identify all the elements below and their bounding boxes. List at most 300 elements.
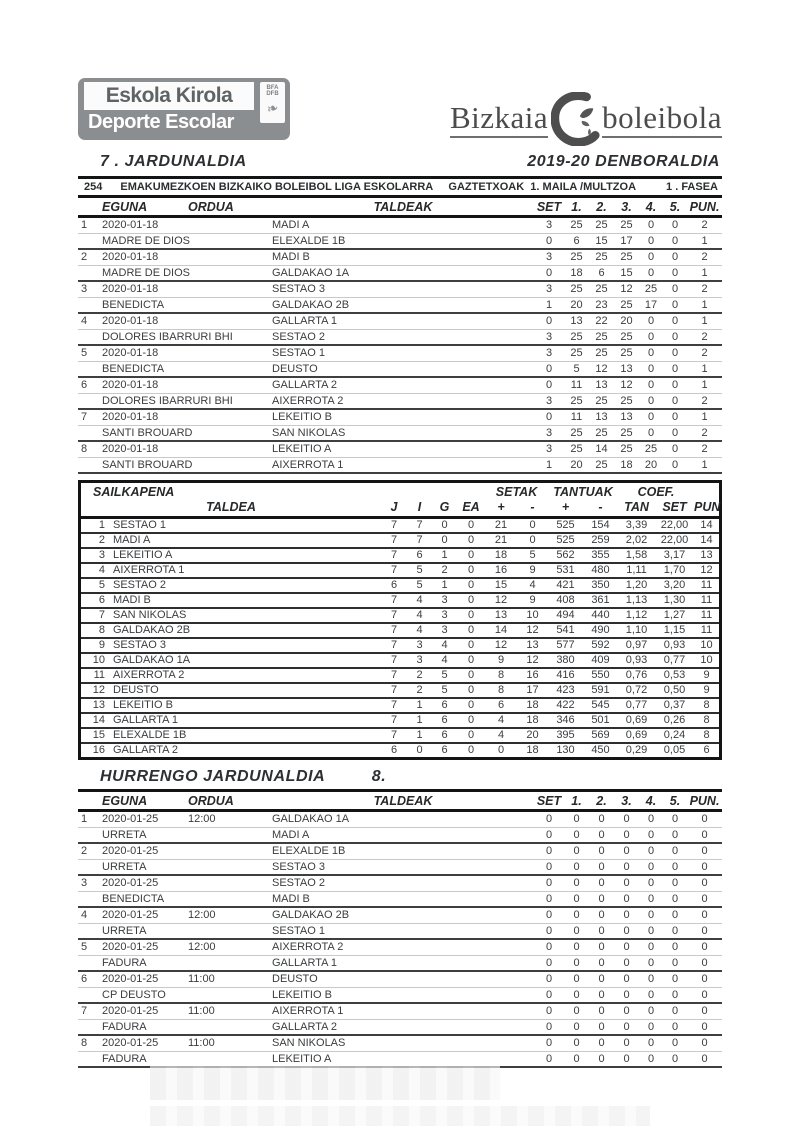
away-points: 0: [701, 1052, 708, 1065]
home-set-1: 0: [573, 941, 580, 953]
points-against: 409: [591, 654, 610, 666]
coef-tan: 1,13: [625, 594, 648, 606]
away-team: MADI B: [272, 892, 310, 905]
points-against: 361: [591, 594, 610, 606]
match-time: [188, 442, 272, 457]
home-points: 0: [701, 1005, 708, 1017]
home-points: 1: [701, 315, 708, 327]
standings-row: [81, 684, 719, 699]
away-set-1: 18: [570, 266, 583, 279]
losses: 3: [441, 594, 448, 606]
away-set-3: 15: [620, 266, 633, 279]
col-set3: 3.: [621, 200, 632, 214]
col-i: I: [417, 500, 422, 514]
wins: 4: [416, 609, 423, 621]
standings-row: [81, 579, 719, 594]
match-number-spacer: [78, 298, 102, 313]
away-sets-won: 0: [545, 828, 553, 841]
match-row: [78, 1036, 722, 1068]
home-set-2: 13: [595, 411, 608, 423]
home-set-2: 22: [595, 315, 608, 327]
away-points: 1: [701, 266, 708, 279]
away-sets-won: 0: [545, 234, 553, 247]
matches-played: 7: [390, 654, 398, 666]
away-set-3: 0: [623, 828, 630, 841]
match-number-spacer: [78, 828, 102, 843]
draws: 0: [467, 729, 475, 741]
away-set-5: 0: [671, 956, 679, 969]
away-team: GALDAKAO 2B: [272, 298, 350, 311]
rank: 12: [92, 684, 105, 696]
col-set: SET: [536, 200, 562, 214]
coef-set: 1,70: [663, 564, 686, 576]
draws: 0: [467, 534, 475, 546]
col-tantuak-plus: +: [561, 500, 570, 514]
coef-set: 0,24: [663, 729, 686, 741]
team-name: SESTAO 1: [113, 519, 166, 531]
home-set-3: 0: [623, 845, 630, 857]
match-venue: URRETA: [102, 860, 147, 873]
away-set-5: 0: [671, 234, 679, 247]
match-time: [188, 314, 272, 329]
col-set4: 4.: [645, 794, 657, 808]
wins: 4: [416, 594, 423, 606]
away-set-4: 0: [647, 956, 655, 969]
home-sets-won: 0: [545, 973, 553, 985]
away-points: 1: [701, 362, 708, 375]
coef-set: 1,15: [663, 624, 686, 636]
away-set-2: 0: [598, 1020, 605, 1033]
sets-against: 17: [526, 684, 539, 696]
away-sets-won: 0: [545, 266, 553, 279]
home-team: SESTAO 1: [272, 347, 325, 359]
coef-set: 3,17: [663, 549, 686, 561]
wins: 4: [416, 624, 423, 636]
points-against: 259: [591, 534, 610, 546]
away-set-1: 0: [573, 1020, 580, 1033]
match-home-line: [78, 218, 722, 234]
standings-row: [81, 744, 719, 757]
away-set-1: 25: [570, 330, 583, 343]
team-name: SESTAO 3: [113, 639, 166, 651]
team-cell: [81, 579, 381, 592]
match-number-spacer: [78, 924, 102, 939]
home-sets-won: 3: [545, 443, 553, 455]
match-date: 2020-01-25: [102, 1037, 159, 1049]
away-set-1: 25: [570, 426, 583, 439]
home-set-2: 25: [595, 219, 608, 231]
home-set-5: 0: [671, 941, 679, 953]
rank: 5: [98, 579, 105, 591]
match-number: 1: [81, 813, 88, 825]
team-name: SAN NIKOLAS: [113, 609, 187, 621]
team-name: AIXERROTA 1: [113, 564, 185, 576]
standings-row: [81, 564, 719, 579]
points-for: 416: [556, 669, 575, 681]
match-number: 4: [81, 315, 88, 327]
match-home-line: [78, 442, 722, 458]
match-venue: BENEDICTA: [102, 362, 165, 375]
standings-row: [81, 519, 719, 534]
points-for: 494: [556, 609, 575, 621]
match-venue: DOLORES IBARRURI BHI: [102, 394, 233, 407]
home-sets-won: 0: [545, 941, 553, 953]
home-points: 2: [701, 251, 708, 263]
match-number: 4: [81, 909, 88, 921]
col-ordua: ORDUA: [188, 794, 234, 808]
home-set-3: 0: [623, 1037, 630, 1049]
coef-set: 3,20: [663, 579, 686, 591]
away-set-2: 6: [598, 266, 605, 279]
match-away-line: [78, 362, 722, 377]
match-number-spacer: [78, 362, 102, 377]
away-set-1: 20: [570, 458, 583, 471]
standings-row: [81, 654, 719, 669]
team-cell: [81, 519, 381, 532]
wins: 7: [416, 534, 423, 546]
match-number-spacer: [78, 860, 102, 875]
match-date: 2020-01-25: [102, 845, 159, 857]
sets-against: 0: [529, 534, 536, 546]
away-sets-won: 3: [545, 330, 553, 343]
coef-set: 22,00: [660, 519, 689, 531]
match-home-line: [78, 940, 722, 956]
sets-against: 20: [526, 729, 539, 741]
away-set-4: 0: [647, 234, 655, 247]
home-set-1: 11: [570, 379, 583, 391]
home-set-1: 25: [570, 347, 583, 359]
standings-title: SAILKAPENA: [93, 485, 175, 499]
league-category: GAZTETXOAK 1. MAILA /MULTZOA: [448, 181, 637, 193]
away-team: SAN NIKOLAS: [272, 426, 346, 439]
matches-played: 7: [390, 624, 398, 636]
home-set-2: 0: [598, 941, 605, 953]
sets-against: 18: [526, 714, 539, 726]
away-set-4: 0: [647, 1020, 655, 1033]
rank: 8: [98, 624, 105, 636]
points-for: 422: [556, 699, 575, 711]
match-time: [188, 250, 272, 265]
match-venue: DOLORES IBARRURI BHI: [102, 330, 233, 343]
standings-header-groups: [81, 483, 719, 499]
wins: 2: [416, 669, 423, 681]
col-pun-std: PUN: [694, 500, 721, 514]
points-for: 531: [556, 564, 575, 576]
group-tantuak: TANTUAK: [553, 485, 613, 499]
losses: 5: [441, 669, 448, 681]
points-against: 550: [591, 669, 610, 681]
home-set-4: 0: [647, 347, 655, 359]
home-set-3: 13: [620, 411, 633, 423]
team-name: GALDAKAO 1A: [113, 654, 191, 666]
away-sets-won: 1: [545, 298, 553, 311]
match-home-line: [78, 908, 722, 924]
coef-set: 0,26: [663, 714, 686, 726]
home-set-1: 11: [570, 411, 583, 423]
away-team: DEUSTO: [272, 362, 318, 375]
team-cell: [81, 594, 381, 607]
home-set-3: 25: [620, 347, 633, 359]
match-date: 2020-01-25: [102, 877, 159, 889]
points-for: 423: [556, 684, 575, 696]
match-date: 2020-01-18: [102, 379, 159, 391]
home-set-4: 25: [644, 283, 658, 295]
sets-for: 21: [494, 534, 508, 546]
away-sets-won: 0: [545, 1052, 553, 1065]
home-set-4: 0: [647, 845, 655, 857]
home-points: 2: [701, 219, 708, 231]
wins: 0: [416, 744, 423, 756]
match-number: 7: [81, 1005, 88, 1017]
coef-tan: 1,20: [625, 579, 648, 591]
match-venue: FADURA: [102, 1052, 147, 1065]
home-set-5: 0: [671, 973, 679, 985]
next-table: [78, 789, 722, 1068]
results-header: [78, 198, 722, 218]
boleibola-swirl-icon: [551, 92, 601, 146]
faded-footer-watermark: [150, 1106, 650, 1126]
away-set-1: 6: [573, 234, 580, 247]
points-against: 355: [591, 549, 610, 561]
match-away-line: [78, 234, 722, 249]
points-for: 525: [556, 534, 575, 546]
col-pun: PUN.: [689, 794, 720, 808]
away-set-4: 0: [647, 924, 655, 937]
match-number: 1: [81, 219, 88, 231]
team-name: GALDAKAO 2B: [113, 624, 191, 636]
team-cell: [81, 534, 381, 547]
team-cell: [81, 714, 381, 727]
coef-set: 1,30: [663, 594, 686, 606]
match-venue: URRETA: [102, 924, 147, 937]
matches-played: 7: [390, 594, 398, 606]
home-team: LEKEITIO A: [272, 443, 332, 455]
col-ea: EA: [462, 500, 480, 514]
away-set-5: 0: [671, 330, 679, 343]
away-points: 2: [701, 394, 708, 407]
home-set-2: 14: [595, 443, 608, 455]
home-set-1: 0: [573, 1037, 580, 1049]
sets-for: 16: [494, 564, 508, 576]
home-sets-won: 0: [545, 845, 553, 857]
sets-against: 16: [526, 669, 539, 681]
home-team: SAN NIKOLAS: [272, 1037, 346, 1049]
rank: 14: [92, 714, 105, 726]
home-points: 1: [701, 411, 708, 423]
match-home-line: [78, 250, 722, 266]
standings-header-columns: [81, 499, 719, 519]
match-home-line: [78, 1036, 722, 1052]
team-name: GALLARTA 1: [113, 714, 179, 726]
away-set-3: 0: [623, 924, 630, 937]
draws: 0: [467, 684, 475, 696]
standings-row: [81, 609, 719, 624]
away-set-3: 0: [623, 860, 630, 873]
match-number: 5: [81, 347, 88, 359]
matches-played: 7: [390, 534, 398, 546]
points-for: 346: [556, 714, 575, 726]
match-time: 11:00: [188, 973, 215, 985]
points-against: 450: [591, 744, 610, 756]
coef-tan: 1,11: [626, 564, 647, 576]
away-set-3: 0: [623, 892, 630, 905]
home-set-2: 0: [598, 1037, 605, 1049]
match-date: 2020-01-18: [102, 283, 159, 295]
away-sets-won: 3: [545, 394, 553, 407]
sets-for: 9: [497, 654, 505, 666]
match-time: [188, 876, 272, 891]
sets-for: 15: [494, 579, 508, 591]
away-points: 2: [701, 426, 708, 439]
match-away-line: [78, 924, 722, 939]
losses: 1: [441, 579, 448, 591]
col-pun: PUN.: [689, 200, 720, 214]
matches-played: 7: [390, 609, 398, 621]
home-points: 0: [701, 877, 708, 889]
losses: 6: [441, 744, 448, 756]
away-set-5: 0: [671, 426, 679, 439]
points-against: 490: [591, 624, 610, 636]
home-team: MADI B: [272, 251, 310, 263]
home-points: 0: [701, 1037, 708, 1049]
points-against: 545: [591, 699, 610, 711]
team-name: MADI A: [113, 534, 151, 546]
match-number: 2: [81, 251, 88, 263]
standings-body: [81, 519, 719, 757]
team-cell: [81, 549, 381, 562]
losses: 6: [441, 714, 448, 726]
home-set-4: 0: [647, 973, 655, 985]
away-sets-won: 0: [545, 988, 553, 1001]
home-set-2: 0: [598, 973, 605, 985]
col-taldeak: TALDEAK: [373, 200, 433, 214]
match-home-line: [78, 972, 722, 988]
matches-played: 6: [390, 579, 398, 591]
home-team: SESTAO 2: [272, 877, 325, 889]
coef-set: 0,37: [663, 699, 686, 711]
away-set-4: 17: [644, 298, 658, 311]
team-name: LEKEITIO A: [113, 549, 173, 561]
col-set2: 2.: [596, 794, 607, 808]
match-away-line: [78, 426, 722, 441]
standings-table: [78, 480, 722, 760]
home-set-3: 0: [623, 813, 630, 825]
league-points: 8: [703, 699, 710, 711]
away-set-3: 0: [623, 1052, 630, 1065]
home-set-1: 25: [570, 251, 583, 263]
team-cell: [81, 609, 381, 622]
away-team: AIXERROTA 1: [272, 458, 344, 471]
home-team: ELEXALDE 1B: [272, 845, 346, 857]
boleibola-wordmark: boleibola: [602, 102, 722, 138]
team-cell: [81, 729, 381, 742]
results-table: [78, 198, 722, 474]
match-row: [78, 314, 722, 346]
match-number: 3: [81, 283, 88, 295]
away-set-3: 25: [620, 298, 633, 311]
away-set-2: 12: [595, 362, 608, 375]
match-time: 12:00: [188, 909, 216, 921]
away-points: 1: [701, 298, 708, 311]
away-set-1: 0: [573, 956, 580, 969]
match-row: [78, 442, 722, 474]
league-points: 6: [703, 744, 710, 756]
badge-dfb: DFB: [266, 91, 279, 97]
home-sets-won: 3: [545, 251, 553, 263]
league-phase: 1 . FASEA: [666, 181, 718, 193]
col-eguna: EGUNA: [102, 794, 148, 808]
away-set-5: 0: [671, 1052, 679, 1065]
home-sets-won: 3: [545, 219, 553, 231]
draws: 0: [467, 519, 475, 531]
away-set-5: 0: [671, 266, 679, 279]
home-set-1: 0: [573, 973, 580, 985]
match-away-line: [78, 828, 722, 843]
match-venue: BENEDICTA: [102, 298, 165, 311]
matchday-title: 7 . JARDUNALDIA: [100, 153, 247, 170]
away-set-5: 0: [671, 892, 679, 905]
match-row: [78, 218, 722, 250]
points-against: 592: [591, 639, 610, 651]
home-set-4: 0: [647, 411, 655, 423]
match-venue: MADRE DE DIOS: [102, 234, 191, 247]
sets-against: 0: [529, 519, 536, 531]
rank: 3: [98, 549, 105, 561]
home-set-3: 0: [623, 909, 630, 921]
home-points: 2: [701, 443, 708, 455]
season-title: 2019-20 DENBORALDIA: [527, 153, 720, 170]
points-against: 480: [591, 564, 610, 576]
rank: 10: [92, 654, 105, 666]
sets-against: 13: [526, 639, 539, 651]
home-sets-won: 0: [545, 1005, 553, 1017]
match-number-spacer: [78, 394, 102, 409]
coef-tan: 0,77: [625, 699, 648, 711]
draws: 0: [467, 669, 475, 681]
standings-row: [81, 549, 719, 564]
coef-tan: 1,10: [625, 624, 648, 636]
next-body: [78, 812, 722, 1068]
coef-set: 0,50: [663, 684, 686, 696]
matches-played: 7: [390, 684, 398, 696]
away-set-3: 25: [620, 426, 633, 439]
home-set-5: 0: [671, 219, 679, 231]
home-sets-won: 3: [545, 347, 553, 359]
away-set-5: 0: [671, 298, 679, 311]
away-set-5: 0: [671, 394, 679, 407]
match-home-line: [78, 346, 722, 362]
away-set-2: 25: [595, 394, 608, 407]
match-row: [78, 282, 722, 314]
coef-tan: 3,39: [625, 519, 648, 531]
standings-row: [81, 639, 719, 654]
sheet-content: [78, 78, 722, 1068]
league-points: 9: [703, 684, 710, 696]
home-points: 2: [701, 283, 708, 295]
title-row: [78, 153, 722, 171]
match-away-line: [78, 458, 722, 473]
coef-set: 0,77: [663, 654, 686, 666]
home-points: 0: [701, 845, 708, 857]
away-team: AIXERROTA 2: [272, 394, 344, 407]
draws: 0: [467, 624, 475, 636]
wins: 3: [416, 654, 423, 666]
home-team: AIXERROTA 2: [272, 941, 344, 953]
match-time: [188, 844, 272, 859]
away-set-2: 15: [595, 234, 608, 247]
away-set-3: 0: [623, 1020, 630, 1033]
home-set-3: 0: [623, 941, 630, 953]
